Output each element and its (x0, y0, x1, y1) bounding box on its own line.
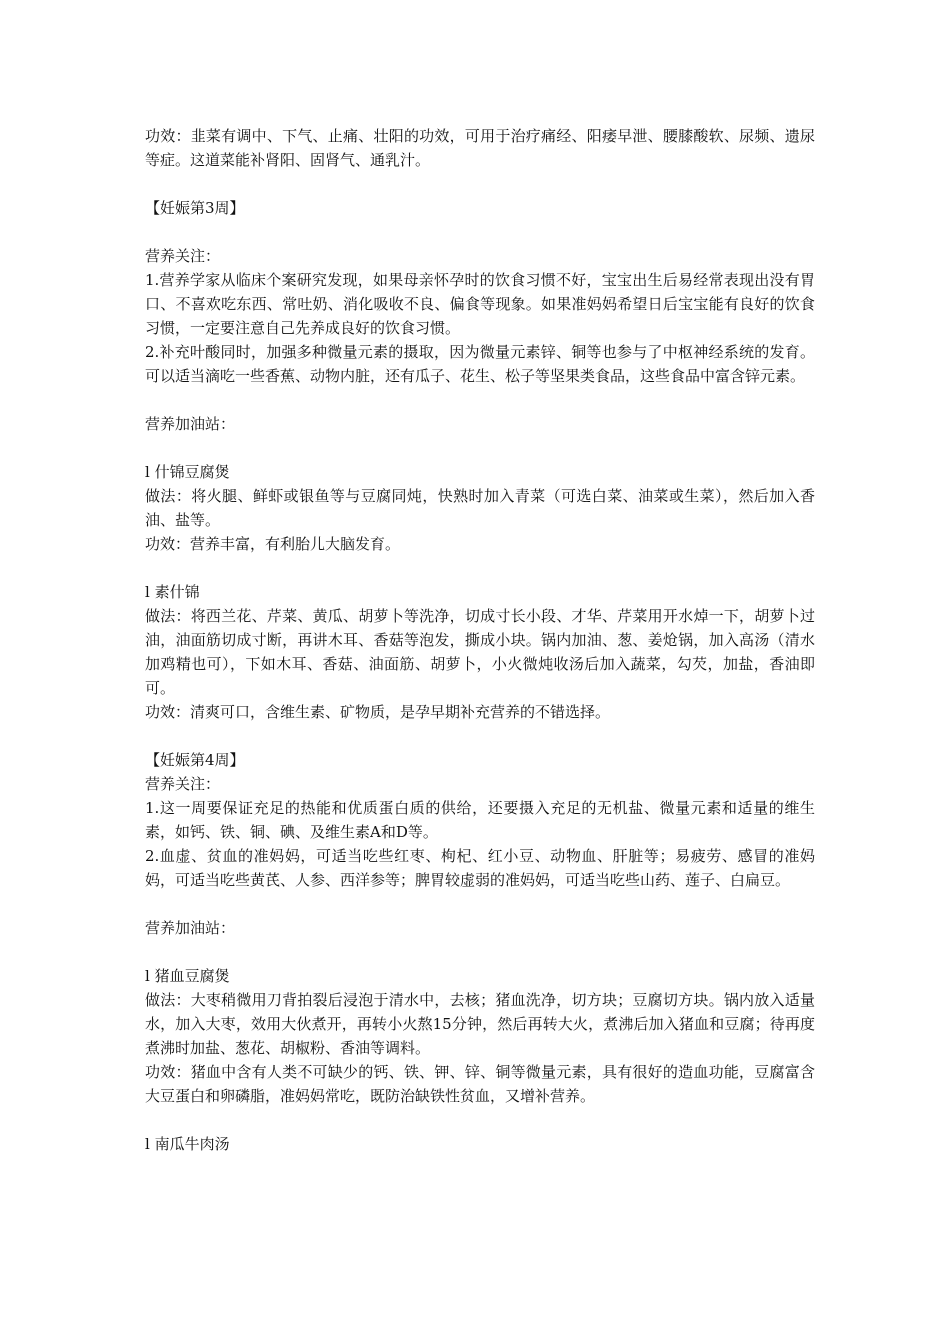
spacer (145, 892, 815, 916)
spacer (145, 220, 815, 244)
spacer (145, 724, 815, 748)
effect-paragraph-leek: 功效：韭菜有调中、下气、止痛、壮阳的功效，可用于治疗痛经、阳痿早泄、腰膝酸软、尿频、遗尿等症。这道菜能补肾阳、固肾气、通乳汁。 (145, 127, 815, 169)
recipe-method: 做法：大枣稍微用刀背拍裂后浸泡于清水中，去核；猪血洗净，切方块；豆腐切方块。锅内放入适量水，加入大枣，效用大伙煮开，再转小火熬15分钟，然后再转大火，煮沸后加入猪血和豆腐；待再度煮沸时加盐、葱花、胡椒粉、香油等调料。 (145, 991, 815, 1057)
spacer (145, 388, 815, 412)
section-heading-week-4: 【妊娠第4周】 (145, 751, 245, 769)
nutrition-focus-label: 营养关注： (145, 247, 221, 265)
spacer (145, 1108, 815, 1132)
nutrition-point-1: 1.营养学家从临床个案研究发现，如果母亲怀孕时的饮食习惯不好，宝宝出生后易经常表现出没有胃口、不喜欢吃东西、常吐奶、消化吸收不良、偏食等现象。如果准妈妈希望日后宝宝能有良好的饮食习惯，一定要注意自己先养成良好的饮食习惯。 (145, 271, 815, 337)
recipe-title-pumpkin-beef-soup: l 南瓜牛肉汤 (145, 1135, 230, 1153)
nutrition-point-2: 2.补充叶酸同时，加强多种微量元素的摄取，因为微量元素锌、铜等也参与了中枢神经系统的发育。可以适当滴吃一些香蕉、动物内脏，还有瓜子、花生、松子等坚果类食品，这些食品中富含锌元素。 (145, 343, 815, 385)
recipe-method: 做法：将西兰花、芹菜、黄瓜、胡萝卜等洗净，切成寸长小段、才华、芹菜用开水焯一下，胡萝卜过油，油面筋切成寸断，再讲木耳、香菇等泡发，撕成小块。锅内加油、葱、姜炝锅，加入高汤（清水加鸡精也可），下如木耳、香菇、油面筋、胡萝卜，小火微炖收汤后加入蔬菜，勾芡，加盐，香油即可。 (145, 607, 815, 697)
nutrition-station-label: 营养加油站： (145, 415, 236, 433)
spacer (145, 436, 815, 460)
document-page (145, 124, 815, 1156)
recipe-effect: 功效：营养丰富，有利胎儿大脑发育。 (145, 535, 401, 553)
nutrition-focus-label: 营养关注： (145, 775, 221, 793)
nutrition-point-1: 1.这一周要保证充足的热能和优质蛋白质的供给，还要摄入充足的无机盐、微量元素和适量的维生素，如钙、铁、铜、碘、及维生素A和D等。 (145, 799, 815, 841)
recipe-effect: 功效：猪血中含有人类不可缺少的钙、铁、钾、锌、铜等微量元素，具有很好的造血功能，豆腐富含大豆蛋白和卵磷脂，准妈妈常吃，既防治缺铁性贫血，又增补营养。 (145, 1063, 815, 1105)
recipe-title-vegetable-mix: l 素什锦 (145, 583, 200, 601)
spacer (145, 556, 815, 580)
recipe-title-pig-blood-tofu: l 猪血豆腐煲 (145, 967, 230, 985)
recipe-effect: 功效：清爽可口，含维生素、矿物质，是孕早期补充营养的不错选择。 (145, 703, 611, 721)
nutrition-station-label: 营养加油站： (145, 919, 236, 937)
recipe-method: 做法：将火腿、鲜虾或银鱼等与豆腐同炖，快熟时加入青菜（可选白菜、油菜或生菜），然后加入香油、盐等。 (145, 487, 815, 529)
nutrition-point-2: 2.血虚、贫血的准妈妈，可适当吃些红枣、枸杞、红小豆、动物血、肝脏等；易疲劳、感冒的准妈妈，可适当吃些黄芪、人参、西洋参等；脾胃较虚弱的准妈妈，可适当吃些山药、莲子、白扁豆。 (145, 847, 815, 889)
section-heading-week-3: 【妊娠第3周】 (145, 199, 245, 217)
recipe-title-tofu-pot: l 什锦豆腐煲 (145, 463, 230, 481)
spacer (145, 940, 815, 964)
spacer (145, 172, 815, 196)
